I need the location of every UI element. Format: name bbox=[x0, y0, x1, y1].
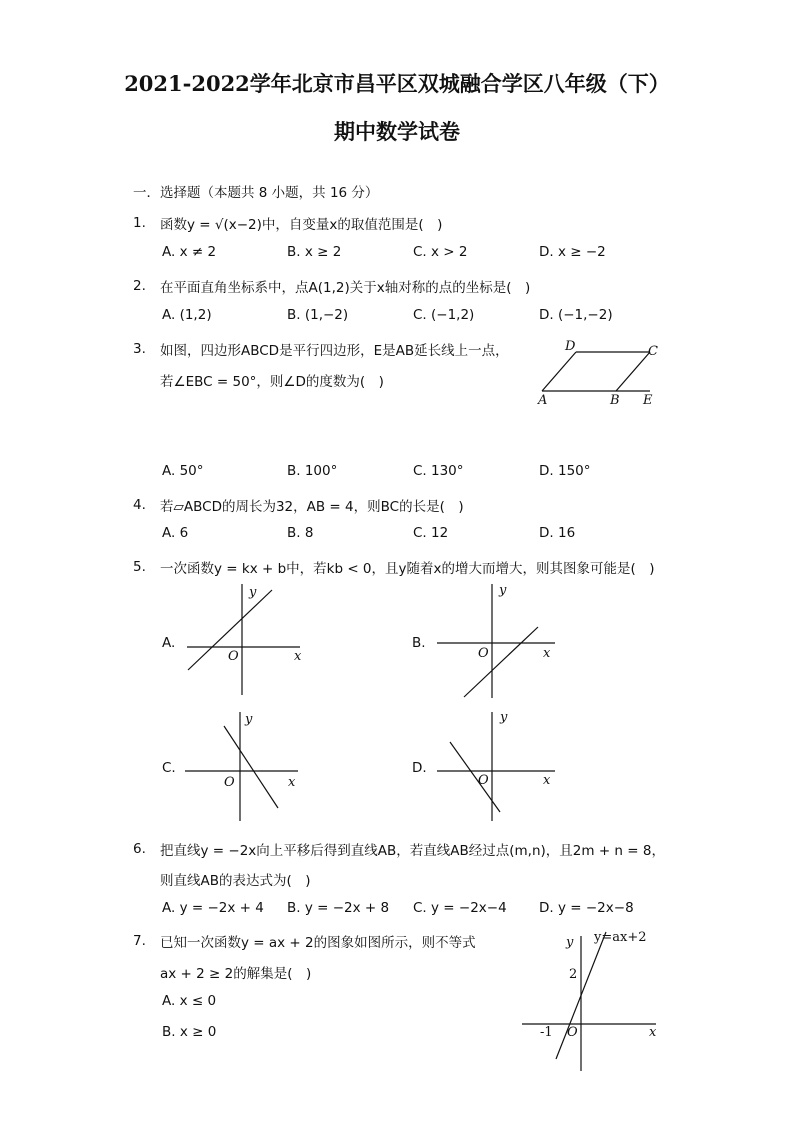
q4-option-c: C. 12 bbox=[413, 525, 449, 541]
q1-option-c: C. x > 2 bbox=[413, 244, 468, 260]
q7-x-label: x bbox=[649, 1025, 657, 1040]
q7-origin-label: O bbox=[567, 1025, 578, 1040]
q7-text-line-2: ax + 2 ≥ 2的解集是( ) bbox=[160, 966, 312, 982]
q7-text-line-1: 已知一次函数y = ax + 2的图象如图所示，则不等式 bbox=[160, 935, 476, 951]
q3-number: 3. bbox=[133, 341, 146, 357]
section-heading: 一．选择题（本题共 8 小题，共 16 分） bbox=[133, 185, 379, 201]
q3-option-a: A. 50° bbox=[162, 463, 204, 479]
q7-option-a: A. x ≤ 0 bbox=[162, 993, 217, 1009]
q6-option-a: A. y = −2x + 4 bbox=[162, 900, 264, 916]
q6-option-d: D. y = −2x−8 bbox=[539, 900, 634, 916]
figure-label-d: D bbox=[565, 339, 576, 354]
q5a-origin-label: O bbox=[228, 649, 239, 664]
q7-y-label: y bbox=[566, 935, 574, 950]
figure-label-c: C bbox=[648, 344, 658, 359]
q3-option-b: B. 100° bbox=[287, 463, 338, 479]
q5-option-a: A. bbox=[162, 635, 176, 651]
q7-function-label: y=ax+2 bbox=[594, 930, 647, 945]
q6-number: 6. bbox=[133, 841, 146, 857]
q5-number: 5. bbox=[133, 559, 146, 575]
q5d-x-label: x bbox=[543, 773, 551, 788]
q6-option-b: B. y = −2x + 8 bbox=[287, 900, 390, 916]
q1-option-a: A. x ≠ 2 bbox=[162, 244, 217, 260]
q5d-y-label: y bbox=[500, 710, 508, 725]
q5-option-b: B. bbox=[412, 635, 426, 651]
q3-option-c: C. 130° bbox=[413, 463, 464, 479]
figure-label-e: E bbox=[643, 393, 653, 408]
q3-text-line-1: 如图，四边形ABCD是平行四边形，E是AB延长线上一点， bbox=[160, 343, 509, 359]
figure-label-a: A bbox=[538, 393, 548, 408]
q6-option-c: C. y = −2x−4 bbox=[413, 900, 507, 916]
title-line-2: 期中数学试卷 bbox=[334, 119, 460, 144]
figure-label-b: B bbox=[610, 393, 620, 408]
q7-graph bbox=[516, 926, 666, 1076]
q1-number: 1. bbox=[133, 215, 146, 231]
q5d-origin-label: O bbox=[478, 773, 489, 788]
q3-option-d: D. 150° bbox=[539, 463, 591, 479]
q5a-x-label: x bbox=[294, 649, 302, 664]
q5b-x-label: x bbox=[543, 646, 551, 661]
q5-graph-d bbox=[430, 708, 560, 823]
q1-text: 函数y = √(x−2)中，自变量x的取值范围是( ) bbox=[160, 217, 443, 233]
q2-option-d: D. (−1,−2) bbox=[539, 307, 613, 323]
q1-option-b: B. x ≥ 2 bbox=[287, 244, 342, 260]
q5a-y-label: y bbox=[249, 585, 257, 600]
q4-option-b: B. 8 bbox=[287, 525, 314, 541]
q4-option-d: D. 16 bbox=[539, 525, 576, 541]
q5-option-d: D. bbox=[412, 760, 427, 776]
q5c-x-label: x bbox=[288, 775, 296, 790]
q5b-origin-label: O bbox=[478, 646, 489, 661]
q2-option-a: A. (1,2) bbox=[162, 307, 212, 323]
q7-number: 7. bbox=[133, 933, 146, 949]
q2-text: 在平面直角坐标系中，点A(1,2)关于x轴对称的点的坐标是( ) bbox=[160, 280, 531, 296]
q4-text: 若▱ABCD的周长为32，AB = 4，则BC的长是( ) bbox=[160, 499, 464, 515]
title-line-1: 2021-2022学年北京市昌平区双城融合学区八年级（下） bbox=[124, 71, 670, 96]
q6-text-line-2: 则直线AB的表达式为( ) bbox=[160, 873, 311, 889]
q5-graph-a bbox=[180, 582, 310, 697]
q5-text: 一次函数y = kx + b中，若kb < 0，且y随着x的增大而增大，则其图象可能是( ) bbox=[160, 561, 655, 577]
parallelogram-figure bbox=[530, 338, 670, 410]
q1-option-d: D. x ≥ −2 bbox=[539, 244, 606, 260]
q2-option-c: C. (−1,2) bbox=[413, 307, 475, 323]
q5c-y-label: y bbox=[245, 712, 253, 727]
q3-text-line-2: 若∠EBC = 50°，则∠D的度数为( ) bbox=[160, 374, 384, 390]
q5-graph-c bbox=[180, 708, 310, 823]
q7-intercept-2: 2 bbox=[569, 967, 578, 982]
q4-number: 4. bbox=[133, 497, 146, 513]
q5c-origin-label: O bbox=[224, 775, 235, 790]
q2-option-b: B. (1,−2) bbox=[287, 307, 349, 323]
q5-option-c: C. bbox=[162, 760, 176, 776]
q5b-y-label: y bbox=[499, 583, 507, 598]
q7-intercept-neg1: -1 bbox=[540, 1025, 553, 1040]
q7-option-b: B. x ≥ 0 bbox=[162, 1024, 217, 1040]
q2-number: 2. bbox=[133, 278, 146, 294]
q6-text-line-1: 把直线y = −2x向上平移后得到直线AB，若直线AB经过点(m,n)，且2m + n = 8， bbox=[160, 843, 665, 859]
q5-graph-b bbox=[430, 582, 560, 702]
q4-option-a: A. 6 bbox=[162, 525, 189, 541]
